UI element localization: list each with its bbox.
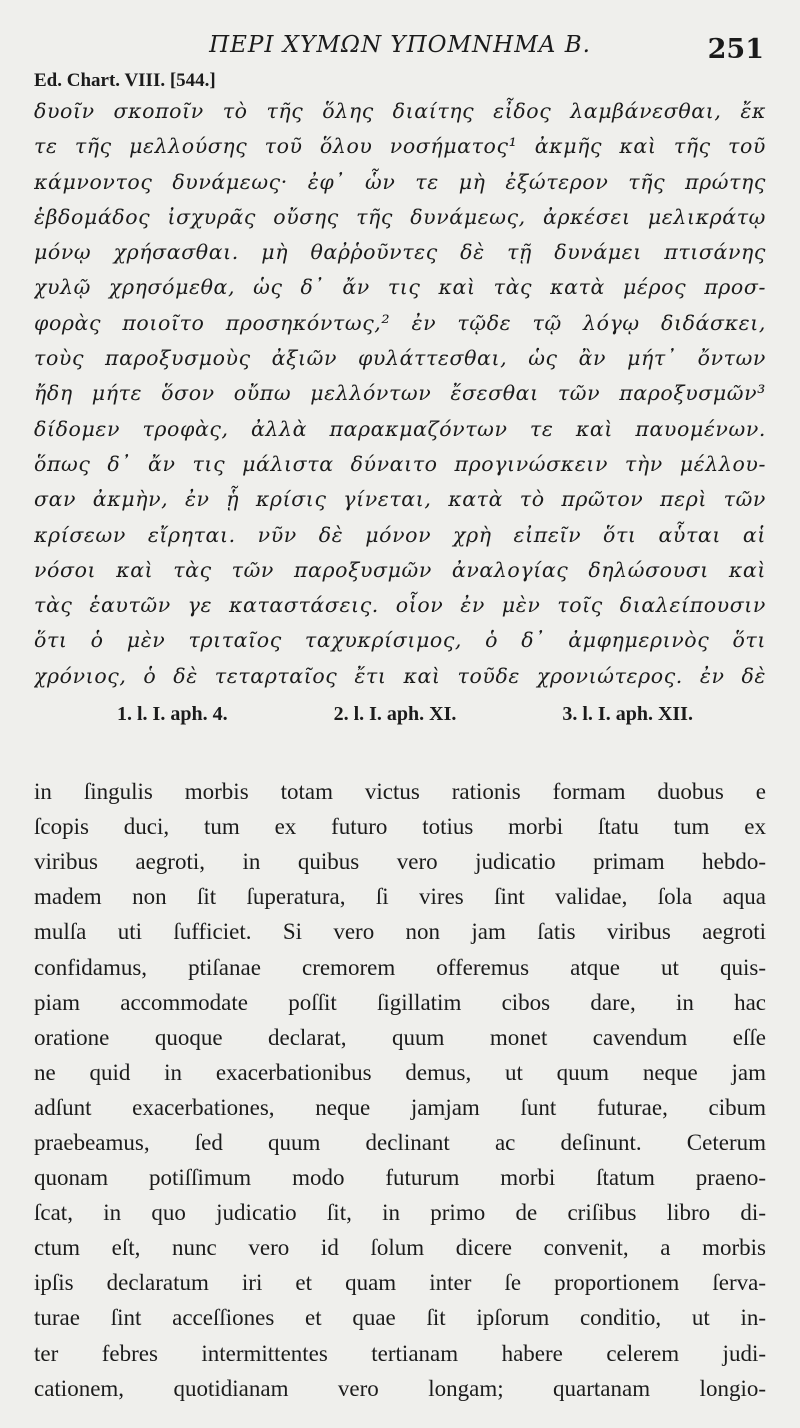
latin-line: ctum eſt, nunc vero id ſolum dicere convenit, a morbis: [34, 1235, 766, 1261]
latin-line: confidamus, ptiſanae cremorem offeremus atque ut quis-: [34, 954, 766, 980]
footnotes: [34, 694, 766, 734]
greek-line: φορὰς ποιοῖτο προσηκόντως,² ἐν τῷδε τῷ λόγῳ διδάσκει,: [34, 310, 766, 335]
latin-line: ipſis declaratum iri et quam inter ſe proportionem ſerva-: [34, 1270, 766, 1296]
latin-line: quonam potiſſimum modo futurum morbi ſtatum praeno-: [34, 1165, 766, 1191]
latin-line: mulſa uti ſufficiet. Si vero non jam ſatis viribus aegroti: [34, 919, 766, 945]
latin-line: cationem, quotidianam vero longam; quartanam longio-: [34, 1375, 766, 1401]
footnote: 2. l. I. aph. XI.: [333, 703, 457, 726]
greek-line: τε τῆς μελλούσης τοῦ ὅλου νοσήματος¹ ἀκμῆς καὶ τῆς τοῦ: [34, 134, 766, 159]
greek-line: δυοῖν σκοποῖν τὸ τῆς ὅλης διαίτης εἶδος λαμβάνεσθαι, ἔκ: [34, 99, 766, 123]
latin-line: piam accommodate poſſit ſigillatim cibos dare, in hac: [34, 989, 766, 1015]
greek-line: ὅτι ὁ μὲν τριταῖος ταχυκρίσιμος, ὁ δ᾽ ἀμφημερινὸς ὅτι: [34, 628, 766, 653]
page-number: 251: [707, 34, 764, 65]
greek-line: ἑβδομάδος ἰσχυρᾶς οὔσης τῆς δυνάμεως, ἀρκέσει μελικράτῳ: [34, 204, 766, 229]
greek-line: τὰς ἑαυτῶν γε καταστάσεις. οἷον ἐν μὲν τοῖς διαλείπουσιν: [34, 593, 766, 618]
greek-line: ὅπως δ᾽ ἄν τις μάλιστα δύναιτο προγινώσκειν τὴν μέλλου-: [34, 451, 766, 476]
latin-line: praebeamus, ſed quum declinant ac deſinunt. Ceterum: [34, 1129, 766, 1155]
page-header: [34, 28, 766, 64]
greek-line: νόσοι καὶ τὰς τῶν παροξυσμῶν ἀναλογίας δηλώσουσι καὶ: [34, 557, 766, 582]
footnote: 1. l. I. aph. 4.: [116, 703, 228, 726]
running-head: ΠΕΡΙ ΧΥΜΩΝ ΥΠΟΜΝΗΜΑ Β.: [209, 32, 591, 58]
greek-line: δίδομεν τροφὰς, ἀλλὰ παρακμαζόντων τε καὶ παυομένων.: [34, 416, 766, 441]
latin-line: in ſingulis morbis totam victus rationis formam duobus e: [34, 779, 766, 805]
greek-line: τοὺς παροξυσμοὺς ἀξιῶν φυλάττεσθαι, ὡς ἂν μήτ᾽ ὄντων: [34, 346, 766, 371]
greek-line: ἤδη μήτε ὅσον οὔπω μελλόντων ἔσεσθαι τῶν παροξυσμῶν³: [34, 381, 766, 406]
latin-translation: [34, 774, 766, 1406]
latin-line: turae ſint acceſſiones et quae ſit ipſorum conditio, ut in-: [34, 1305, 766, 1331]
greek-line: κάμνοντος δυνάμεως· ἐφ᾽ ὧν τε μὴ ἐξώτερον τῆς πρώτης: [34, 169, 766, 194]
latin-line: ter febres intermittentes tertianam habere celerem judi-: [34, 1340, 766, 1366]
greek-line: μόνῳ χρήσασθαι. μὴ θαῤῥοῦντες δὲ τῇ δυνάμει πτισάνης: [34, 240, 766, 265]
greek-line: χρόνιος, ὁ δὲ τεταρταῖος ἔτι καὶ τοῦδε χρονιώτερος. ἐν δὲ: [34, 663, 766, 688]
footnote: 3. l. I. aph. XII.: [562, 703, 693, 726]
latin-line: viribus aegroti, in quibus vero judicatio primam hebdo-: [34, 849, 766, 875]
latin-line: ſcopis duci, tum ex futuro totius morbi ſtatu tum ex: [34, 814, 766, 840]
greek-line: σαν ἀκμὴν, ἐν ᾗ κρίσις γίνεται, κατὰ τὸ πρῶτον περὶ τῶν: [34, 487, 766, 512]
latin-line: madem non ſit ſuperatura, ſi vires ſint validae, ſola aqua: [34, 884, 766, 910]
greek-line: χυλῷ χρησόμεθα, ὡς δ᾽ ἄν τις καὶ τὰς κατὰ μέρος προσ-: [34, 275, 766, 300]
latin-line: ſcat, in quo judicatio ſit, in primo de criſibus libro di-: [34, 1200, 766, 1226]
latin-line: oratione quoque declarat, quum monet cavendum eſſe: [34, 1024, 766, 1050]
greek-line: κρίσεων εἴρηται. νῦν δὲ μόνον χρὴ εἰπεῖν ὅτι αὗται αἱ: [34, 522, 766, 547]
latin-line: adſunt exacerbationes, neque jamjam ſunt futurae, cibum: [34, 1094, 766, 1120]
greek-text: [34, 94, 766, 694]
edition-reference: Ed. Chart. VIII. [544.]: [34, 70, 216, 91]
latin-line: ne quid in exacerbationibus demus, ut quum neque jam: [34, 1059, 766, 1085]
